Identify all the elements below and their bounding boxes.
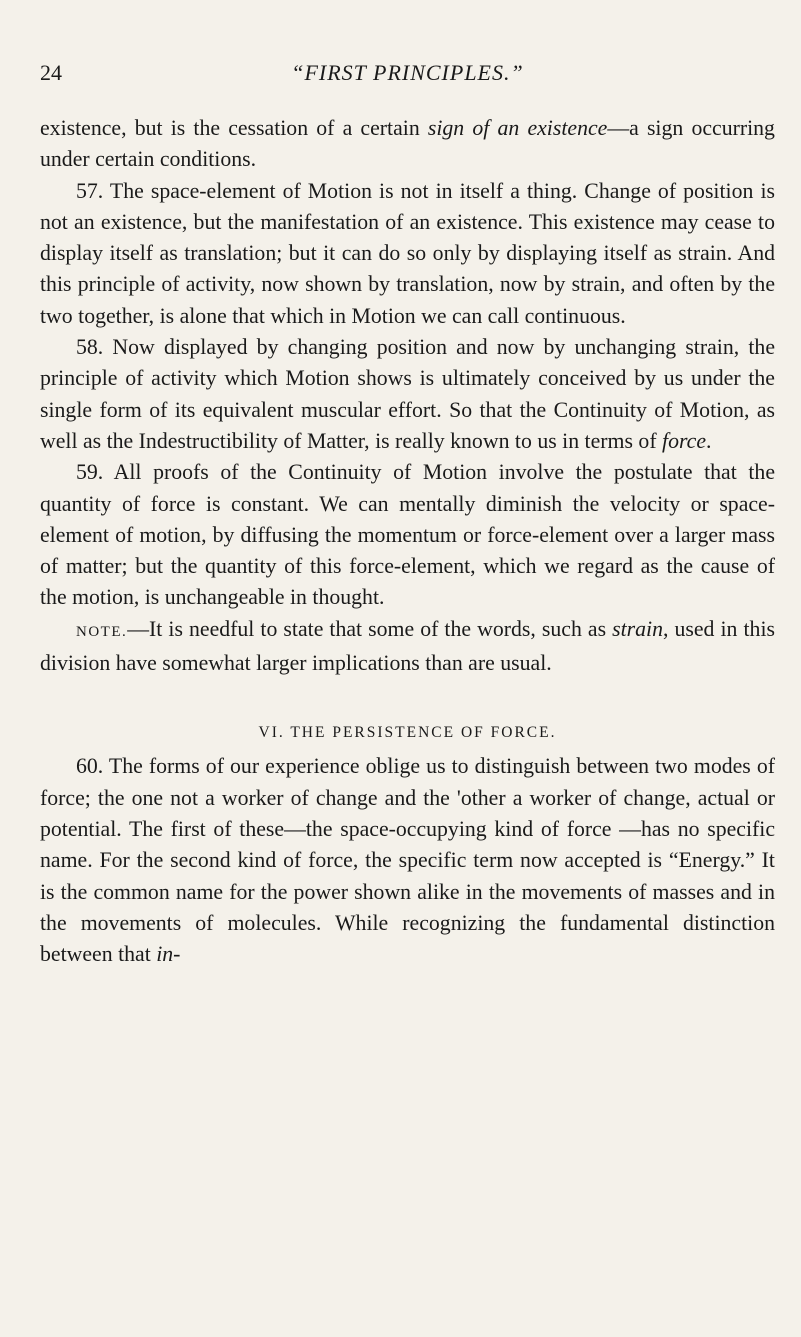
italic-phrase: sign of an existence bbox=[427, 116, 608, 140]
paragraph-59: 59. All proofs of the Continuity of Motion involve the postulate that the quantity of force is constant. We can mentally diminish the velocity or space-element of motion, by diffusing the momentum or force-element over a larger mass of matter; but the quantity of this force-element, which we regard as the cause of the motion, is unchangeable in thought. bbox=[40, 460, 775, 610]
note-paragraph bbox=[40, 614, 775, 680]
section-heading: VI. THE PERSISTENCE OF FORCE. bbox=[258, 724, 557, 742]
paragraph-text: . bbox=[706, 428, 712, 453]
paragraph-text: 60. The forms of our experience oblige us to distinguish between two modes of force; the one not a worker of change and the 'other a worker of change, actual or potential. The first of these—the space-occupying kind of force —has no specific name. For the second kind of force, the specific term now accepted is “Energy.” It is the common name for the power shown alike in the movements of masses and in the movements of molecules. While recognizing the fundamental distinction between that bbox=[40, 754, 775, 967]
paragraph-text: 58. Now displayed by changing position and now by unchanging strain, the principle of activity which Motion shows is ultimately conceived by us under the single form of its equivalent muscular effort. So that the Continuity of Motion, as well as the Indestructibility of Matter, is really known to us in terms of bbox=[40, 335, 775, 453]
page-number: 24 bbox=[40, 60, 62, 85]
running-title: “FIRST PRINCIPLES.” bbox=[291, 60, 524, 85]
paragraph-continuation bbox=[40, 113, 775, 176]
note-label: NOTE. bbox=[76, 623, 128, 640]
body-text bbox=[40, 113, 775, 970]
paragraph-57: 57. The space-element of Motion is not in itself a thing. Change of position is not an existence, but the manifestation of an existence. This existence may cease to display itself as translation; but it can do so only by displaying itself as strain. And this principle of activity, now shown by translation, now by strain, and often by the two together, is alone that which in Motion we can call continuous. bbox=[40, 178, 775, 328]
italic-phrase: force bbox=[662, 428, 707, 453]
paragraph-60 bbox=[40, 751, 775, 970]
paragraph-text: —a sign occurring under certain conditions. bbox=[40, 116, 775, 172]
paragraph-58 bbox=[40, 332, 775, 457]
paragraph-text: , used in this division have somewhat larger implications than are usual. bbox=[40, 616, 775, 676]
italic-phrase: strain bbox=[612, 616, 663, 641]
running-head bbox=[40, 60, 775, 90]
paragraph-text: —It is needful to state that some of the words, such as bbox=[127, 616, 613, 641]
italic-phrase: in- bbox=[156, 942, 181, 967]
paragraph-text: existence, but is the cessation of a certain bbox=[40, 116, 428, 140]
